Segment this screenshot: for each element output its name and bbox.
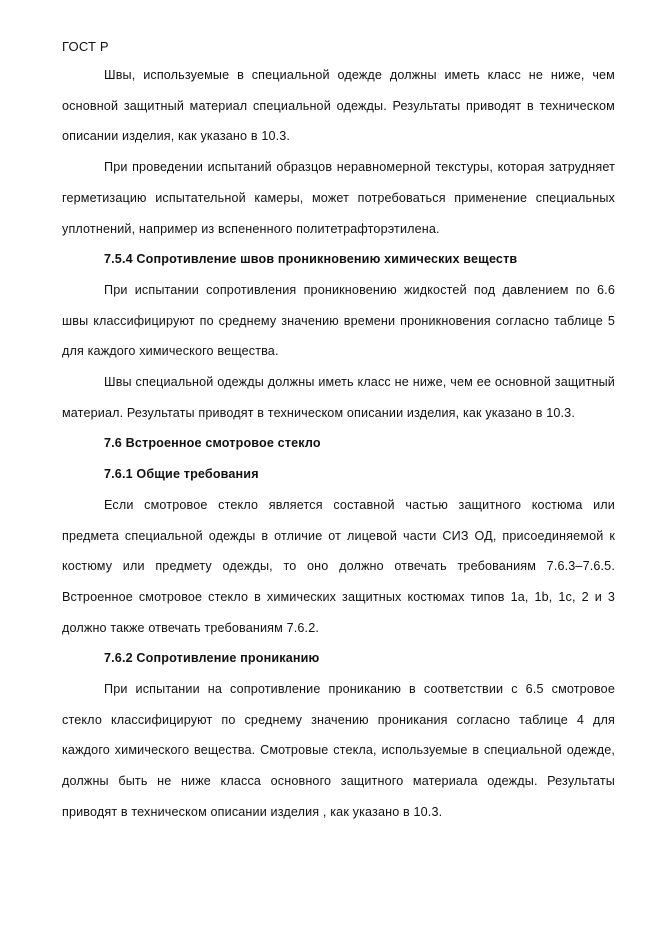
- paragraph-irregular-texture: При проведении испытаний образцов неравномерной текстуры, которая затрудняет герметизацию испытательной камеры, может потребоваться применение специальных уплотнений, например из вспененного политетрафторэтилена.: [62, 160, 615, 236]
- section-heading-7-6: 7.6 Встроенное смотровое стекло: [104, 436, 321, 451]
- paragraph-pressure-test: При испытании сопротивления проникновению жидкостей под давлением по 6.6 швы классифицируют по среднему значению времени проникновения согласно таблице 5 для каждого химического вещества.: [62, 282, 615, 359]
- section-heading-7-6-2: 7.6.2 Сопротивление прониканию: [104, 651, 320, 666]
- paragraph-seams-material: Швы специальной одежды должны иметь класс не ниже, чем ее основной защитный материал. Результаты приводят в техническом описании изделия, как указано в 10.3.: [62, 375, 615, 420]
- section-heading-7-5-4: 7.5.4 Сопротивление швов проникновению химических веществ: [104, 252, 518, 267]
- document-body: [62, 60, 615, 828]
- section-heading-7-6-1: 7.6.1 Общие требования: [104, 467, 259, 482]
- paragraph-seams-class: Швы, используемые в специальной одежде должны иметь класс не ниже, чем основной защитный материал специальной одежды. Результаты приводят в техническом описании изделия, как указано в 10.3.: [62, 68, 615, 144]
- paragraph-visor-penetration: При испытании на сопротивление прониканию в соответствии с 6.5 смотровое стекло классифицируют по среднему значению проникания согласно таблице 4 для каждого химического вещества. Смотровые стекла, используемые в специальной одежде, должны быть не ниже класса основного защитного материала одежды. Результаты приводят в техническом описании изделия , как указано в 10.3.: [62, 682, 615, 819]
- page-header: ГОСТ Р: [62, 39, 109, 54]
- paragraph-visor-general: Если смотровое стекло является составной частью защитного костюма или предмета специальной одежды в отличие от лицевой части СИЗ ОД, присоединяемой к костюму или предмету одежды, то оно должно отвечать требованиям 7.6.3–7.6.5. Встроенное смотровое стекло в химических защитных костюмах типов 1a, 1b, 1c, 2 и 3 должно также отвечать требованиям 7.6.2.: [62, 497, 615, 635]
